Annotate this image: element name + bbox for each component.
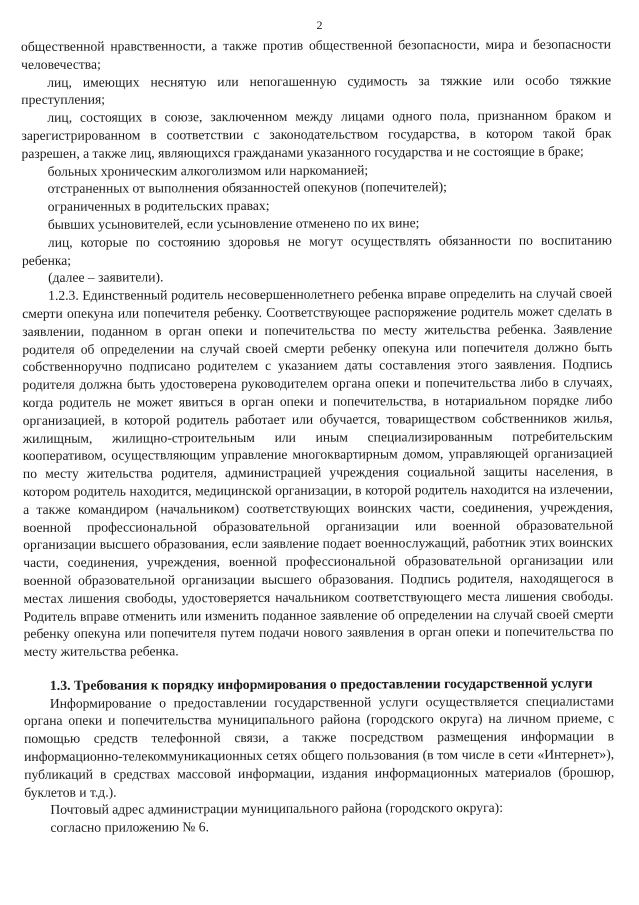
- section-heading-1-3: 1.3. Требования к порядку информирования о предоставлении государственной услуги: [49, 675, 593, 693]
- paragraph-removed-guardians: отстраненных от выполнения обязанностей опекунов (попечителей);: [47, 179, 447, 197]
- paragraph-postal-address: Почтовый адрес администрации муниципального района (городского округа):: [50, 800, 504, 818]
- paragraph-alcoholism: больных хроническим алкоголизмом или наркоманией;: [47, 162, 369, 179]
- paragraph-applicants: (далее – заявители).: [48, 269, 164, 286]
- paragraph-appendix-ref: согласно приложению № 6.: [50, 819, 210, 836]
- document-body: [21, 35, 614, 837]
- paragraph-health: лиц, которые по состоянию здоровья не могут осуществлять обязанности по воспитанию ребенка;: [21, 232, 612, 268]
- paragraph-former-adopters: бывших усыновителей, если усыновление отменено по их вине;: [47, 215, 420, 232]
- paragraph-continuation: общественной нравственности, а также против общественной безопасности, мира и безопасности человечества;: [21, 36, 612, 72]
- paragraph-informing: Информирование о предоставлении государственной услуги осуществляется специалистами органа опеки и попечительства муниципального района (городского округа) на личном приеме, с помощью средств телефонной связи, а также посредством размещения информации в информационно-телекоммуникационных сетях общего пользования (в том числе в сети «Интернет»), публикаций в средствах массовой информации, издания информационных материалов (брошюр, буклетов и т.д.).: [23, 693, 615, 800]
- page-number: 2: [316, 18, 323, 32]
- paragraph-1-2-3: 1.2.3. Единственный родитель несовершеннолетнего ребенка вправе определить на случай своей смерти опекуна или попечителя ребенку. Соответствующее распоряжение родитель может сделать в заявлении, поданном в орган опеки и попечительства по месту жительства ребенка. Заявление родителя об определении на случай своей смерти ребенку опекуна или попечителя должно быть собственноручно подписано родителем с указанием даты составления этого заявления. Подпись родителя должна быть удостоверена руководителем органа опеки и попечительства либо в случаях, когда родитель не может явиться в орган опеки и попечительства, в нотариальном порядке либо организацией, в которой родитель работает или обучается, товариществом собственников жилья, жилищным, жилищно-строительным или иным специализированным потребительским кооперативом, осуществляющим управление многоквартирным домом, управляющей организацией по месту жительства родителя, администрацией учреждения социальной защиты населения, в котором родитель находится, медицинской организации, в которой родитель находится на излечении, а также командиром (начальником) соответствующих воинских части, соединения, учреждения, военной профессиональной образовательной организации или военной образовательной организации высшего образования, если заявление подает военнослужащий, работник этих воинских части, соединения, учреждения, военной профессиональной образовательной организации или военной образовательной организации высшего образования. Подпись родителя, находящегося в местах лишения свободы, удостоверяется начальником соответствующего места лишения свободы. Родитель вправе отменить или изменить поданное заявление об определении на случай своей смерти ребенку опекуна или попечителя путем подачи нового заявления в орган опеки и попечительства по месту жительства ребенка.: [22, 285, 614, 660]
- paragraph-limited-rights: ограниченных в родительских правах;: [47, 198, 270, 215]
- paragraph-convicted: лиц, имеющих неснятую или непогашенную судимость за тяжкие или особо тяжкие преступления;: [21, 72, 612, 108]
- paragraph-same-sex-union: лиц, состоящих в союзе, заключенном между лицами одного пола, признанном браком и зарегистрированном в соответствии с законодательством государства, в котором такой брак разрешен, а также лиц, являющихся гражданами указанного государства и не состоящие в браке;: [21, 107, 612, 161]
